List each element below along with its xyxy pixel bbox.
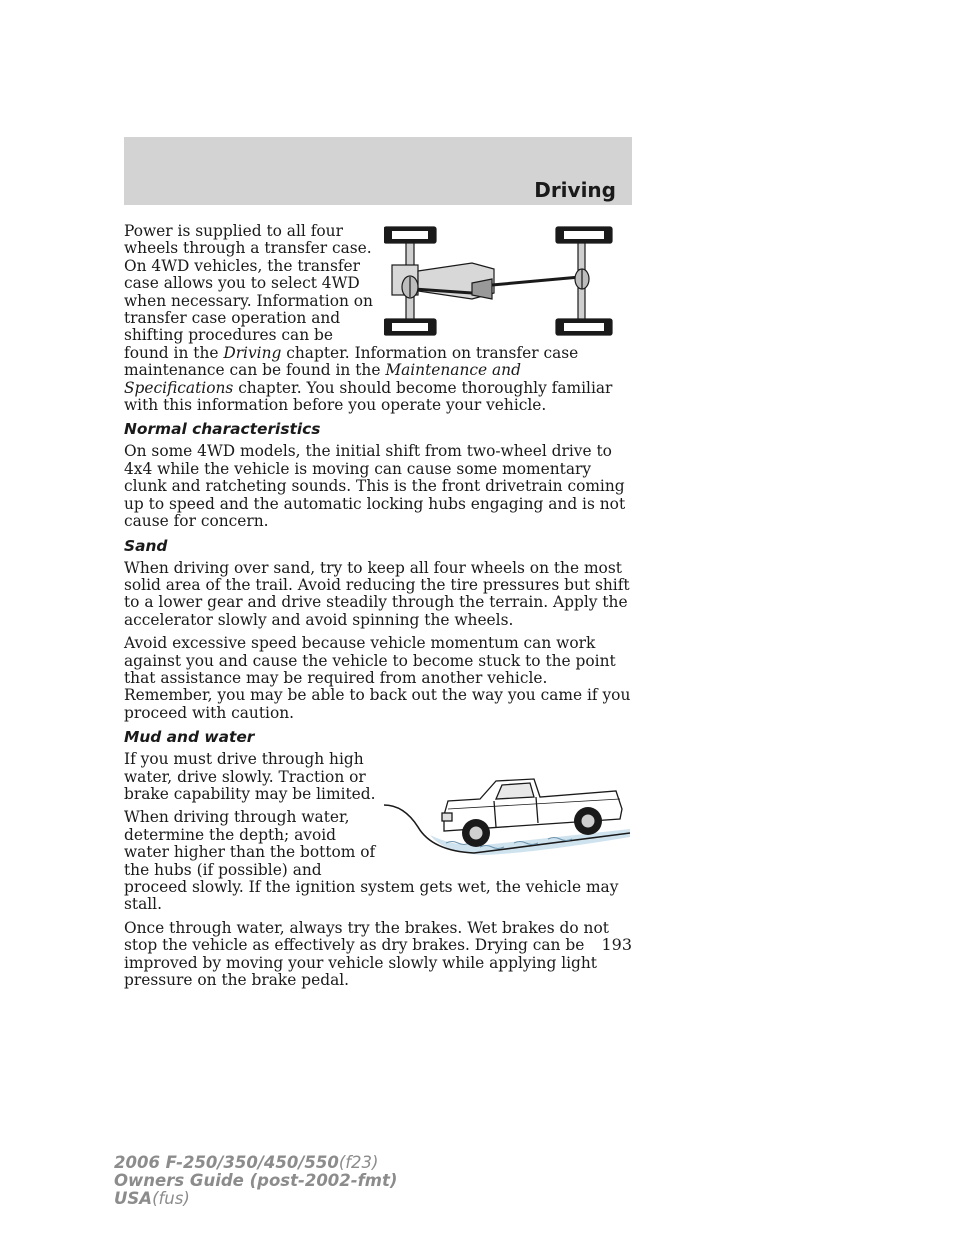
document-footer	[114, 1154, 397, 1208]
truck-in-water-illustration	[384, 757, 632, 873]
page-content	[124, 223, 632, 995]
chapter-title: Driving	[534, 178, 616, 202]
footer-line-model: 2006 F-250/350/450/550(f23)	[114, 1153, 379, 1172]
footer-line-market: USA(fus)	[114, 1189, 190, 1208]
transfer-case	[472, 279, 492, 299]
sand-paragraph-2: Avoid excessive speed because vehicle momentum can work against you and cause the vehicle to become stuck to the point that assistance may be required from another vehicle. Remember, you may be able to back out the way you came if you proceed with caution.	[124, 634, 631, 722]
page-number: 193	[601, 935, 632, 954]
heading-mud-and-water: Mud and water	[124, 728, 255, 747]
rear-driveshaft	[492, 277, 580, 285]
4wd-drivetrain-illustration	[384, 223, 632, 339]
normal-paragraph: On some 4WD models, the initial shift from two-wheel drive to 4x4 while the vehicle is moving can cause some momentary clunk and ratcheting sounds. This is the front drivetrain coming up to speed and the automatic locking hubs engaging and is not cause for concern.	[124, 442, 626, 531]
heading-normal-characteristics: Normal characteristics	[124, 420, 321, 439]
chapter-header-band	[124, 137, 632, 205]
footer-line-guide: Owners Guide (post-2002-fmt)	[114, 1171, 398, 1190]
mud-paragraph-1: If you must drive through high water, drive slowly. Traction or brake capability may be limited.	[124, 750, 376, 803]
sand-paragraph-1: When driving over sand, try to keep all four wheels on the most solid area of the trail. Avoid reducing the tire pressures but shift to a lower gear and drive steadily through the terrain. Apply the accelerator slowly and avoid spinning the wheels.	[124, 558, 630, 629]
heading-sand: Sand	[124, 536, 168, 555]
mud-paragraph-3: Once through water, always try the brakes. Wet brakes do not stop the vehicle as effectively as dry brakes. Drying can be improved by moving your vehicle slowly while applying light pressure on the brake pedal.	[124, 918, 609, 990]
mud-paragraph-2: When driving through water, determine the depth; avoid water higher than the bottom of the hubs (if possible) and proceed slowly. If the ignition system gets wet, the vehicle may stall.	[124, 808, 619, 914]
intro-paragraph: Power is supplied to all four wheels through a transfer case. On 4WD vehicles, the transfer case allows you to select 4WD when necessary. Information on transfer case operation and shifting procedures can be found in the Driving chapter. Information on transfer case maintenance can be found in the Maintenance and Specifications chapter. You should become thoroughly familiar with this information before you operate your vehicle.	[124, 222, 613, 415]
